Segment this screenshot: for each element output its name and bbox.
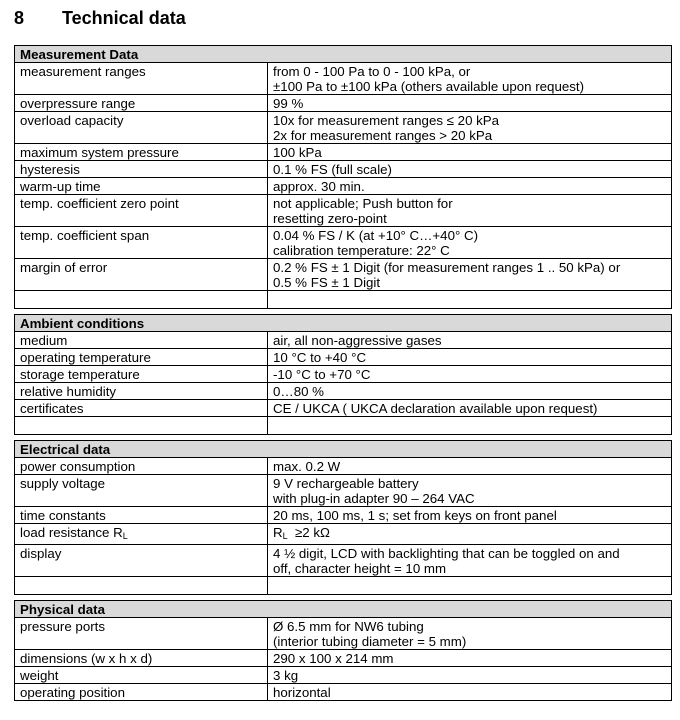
table-row <box>15 178 672 195</box>
param-cell <box>15 650 268 667</box>
value-text: 0.2 % FS ± 1 Digit (for measurement ranges 1 .. 50 kPa) or <box>273 260 621 275</box>
value-text: 99 % <box>273 96 304 111</box>
param-cell <box>15 524 268 545</box>
section-header: Physical data <box>15 601 672 618</box>
section-header-row <box>15 601 672 618</box>
table-row <box>15 259 672 291</box>
value-line <box>273 546 666 561</box>
param-cell <box>15 144 268 161</box>
section-header: Electrical data <box>15 441 672 458</box>
table-row <box>15 349 672 366</box>
value-line <box>273 113 666 128</box>
value-line <box>273 384 666 399</box>
param-cell <box>15 195 268 227</box>
table-row <box>15 400 672 417</box>
value-cell <box>268 144 672 161</box>
technical-data-table <box>14 45 672 701</box>
value-text: air, all non-aggressive gases <box>273 333 442 348</box>
empty-cell <box>15 417 268 435</box>
param-label: operating temperature <box>20 350 151 365</box>
table-row <box>15 161 672 178</box>
value-line <box>273 476 666 491</box>
value-text: horizontal <box>273 685 331 700</box>
param-cell <box>15 259 268 291</box>
param-label: temp. coefficient span <box>20 228 150 243</box>
section-number: 8 <box>14 8 25 28</box>
value-line <box>273 275 666 290</box>
param-cell <box>15 366 268 383</box>
section-header-row <box>15 46 672 63</box>
value-text: Ø 6.5 mm for NW6 tubing <box>273 619 424 634</box>
value-line <box>273 668 666 683</box>
param-cell <box>15 475 268 507</box>
table-row <box>15 618 672 650</box>
param-label: load resistance <box>20 525 110 540</box>
param-cell <box>15 112 268 144</box>
value-cell <box>268 475 672 507</box>
table-row <box>15 684 672 701</box>
param-cell <box>15 95 268 112</box>
value-line <box>273 260 666 275</box>
param-cell <box>15 684 268 701</box>
empty-cell <box>268 417 672 435</box>
value-text: 9 V rechargeable battery <box>273 476 419 491</box>
param-label: temp. coefficient zero point <box>20 196 179 211</box>
value-text: ±100 Pa to ±100 kPa (others available upon request) <box>273 79 585 94</box>
table-row <box>15 545 672 577</box>
value-text: not applicable; Push button for <box>273 196 453 211</box>
value-text: 0.5 % FS ± 1 Digit <box>273 275 381 290</box>
table-row <box>15 144 672 161</box>
value-text: 0.1 % FS (full scale) <box>273 162 392 177</box>
value-line <box>273 651 666 666</box>
param-cell <box>15 178 268 195</box>
param-cell <box>15 507 268 524</box>
param-cell <box>15 400 268 417</box>
param-label: pressure ports <box>20 619 105 634</box>
param-cell <box>15 63 268 95</box>
value-cell <box>268 650 672 667</box>
param-cell <box>15 458 268 475</box>
param-label: overpressure range <box>20 96 136 111</box>
value-line <box>273 211 666 226</box>
table-row <box>15 112 672 144</box>
table-row <box>15 650 672 667</box>
empty-cell <box>15 291 268 309</box>
table-row <box>15 63 672 95</box>
value-line <box>273 79 666 94</box>
value-line <box>273 685 666 700</box>
value-line <box>273 96 666 111</box>
param-label: certificates <box>20 401 84 416</box>
value-text: ≥2 kΩ <box>287 525 330 540</box>
value-cell <box>268 195 672 227</box>
param-cell <box>15 383 268 400</box>
value-text: 100 kPa <box>273 145 322 160</box>
value-line <box>273 634 666 649</box>
param-label: power consumption <box>20 459 136 474</box>
value-cell <box>268 178 672 195</box>
value-text: 0.04 % FS / K (at +10° C…+40° C) <box>273 228 479 243</box>
param-label: time constants <box>20 508 106 523</box>
value-line <box>273 64 666 79</box>
param-label: hysteresis <box>20 162 80 177</box>
value-text: 0…80 % <box>273 384 324 399</box>
value-text: 3 kg <box>273 668 299 683</box>
value-text: (interior tubing diameter = 5 mm) <box>273 634 467 649</box>
section-header: Ambient conditions <box>15 315 672 332</box>
section-header: Measurement Data <box>15 46 672 63</box>
value-text: 10 °C to +40 °C <box>273 350 367 365</box>
value-cell <box>268 507 672 524</box>
value-cell <box>268 161 672 178</box>
section-header-row <box>15 315 672 332</box>
value-text: 10x for measurement ranges ≤ 20 kPa <box>273 113 500 128</box>
value-cell <box>268 400 672 417</box>
param-label: storage temperature <box>20 367 140 382</box>
value-line <box>273 525 666 544</box>
value-text: max. 0.2 W <box>273 459 341 474</box>
param-label: margin of error <box>20 260 108 275</box>
value-line <box>273 228 666 243</box>
table-row <box>15 227 672 259</box>
section-header-row <box>15 441 672 458</box>
blank-row <box>15 417 672 435</box>
table-row <box>15 332 672 349</box>
table-row <box>15 195 672 227</box>
section-heading <box>14 8 186 29</box>
value-text: CE / UKCA ( UKCA declaration available upon request) <box>273 401 598 416</box>
value-cell <box>268 383 672 400</box>
value-line <box>273 401 666 416</box>
table-row <box>15 524 672 545</box>
value-line <box>273 128 666 143</box>
value-subscript: L <box>282 531 288 541</box>
param-label: dimensions (w x h x d) <box>20 651 153 666</box>
table-row <box>15 95 672 112</box>
value-text: 2x for measurement ranges > 20 kPa <box>273 128 493 143</box>
empty-cell <box>268 577 672 595</box>
empty-cell <box>15 577 268 595</box>
param-label: measurement ranges <box>20 64 146 79</box>
value-cell <box>268 545 672 577</box>
value-cell <box>268 259 672 291</box>
value-line <box>273 179 666 194</box>
value-cell <box>268 458 672 475</box>
value-text: 290 x 100 x 214 mm <box>273 651 394 666</box>
value-line <box>273 350 666 365</box>
value-line <box>273 243 666 258</box>
table-row <box>15 475 672 507</box>
value-line <box>273 145 666 160</box>
value-line <box>273 459 666 474</box>
value-cell <box>268 332 672 349</box>
value-text: -10 °C to +70 °C <box>273 367 371 382</box>
param-cell <box>15 618 268 650</box>
param-label: relative humidity <box>20 384 117 399</box>
value-text: 4 ½ digit, LCD with backlighting that can be toggled on and <box>273 546 620 561</box>
param-label: medium <box>20 333 68 348</box>
value-text: calibration temperature: 22° C <box>273 243 450 258</box>
value-cell <box>268 524 672 545</box>
value-cell <box>268 349 672 366</box>
value-line <box>273 561 666 576</box>
value-line <box>273 367 666 382</box>
table-row <box>15 507 672 524</box>
value-cell <box>268 63 672 95</box>
value-cell <box>268 667 672 684</box>
param-subscript: L <box>122 531 128 541</box>
param-cell <box>15 332 268 349</box>
param-cell <box>15 161 268 178</box>
param-label: overload capacity <box>20 113 124 128</box>
value-cell <box>268 618 672 650</box>
value-cell <box>268 95 672 112</box>
empty-cell <box>268 291 672 309</box>
value-cell <box>268 684 672 701</box>
table-row <box>15 366 672 383</box>
value-cell <box>268 366 672 383</box>
param-label: display <box>20 546 62 561</box>
value-line <box>273 333 666 348</box>
param-cell <box>15 349 268 366</box>
value-text: off, character height = 10 mm <box>273 561 447 576</box>
value-cell <box>268 227 672 259</box>
value-text: with plug-in adapter 90 – 264 VAC <box>273 491 475 506</box>
value-text: approx. 30 min. <box>273 179 365 194</box>
blank-row <box>15 577 672 595</box>
param-cell <box>15 545 268 577</box>
value-line <box>273 196 666 211</box>
value-line <box>273 491 666 506</box>
section-title: Technical data <box>62 8 186 28</box>
value-line <box>273 508 666 523</box>
blank-row <box>15 291 672 309</box>
param-cell <box>15 227 268 259</box>
param-label: maximum system pressure <box>20 145 179 160</box>
value-line <box>273 162 666 177</box>
value-text: resetting zero-point <box>273 211 387 226</box>
param-symbol: R <box>113 525 123 540</box>
table-row <box>15 667 672 684</box>
param-label: operating position <box>20 685 125 700</box>
value-line <box>273 619 666 634</box>
value-text: 20 ms, 100 ms, 1 s; set from keys on front panel <box>273 508 557 523</box>
param-label: warm-up time <box>20 179 101 194</box>
table-row <box>15 458 672 475</box>
value-symbol: R <box>273 525 283 540</box>
param-label: weight <box>20 668 59 683</box>
table-row <box>15 383 672 400</box>
value-text: from 0 - 100 Pa to 0 - 100 kPa, or <box>273 64 471 79</box>
param-label: supply voltage <box>20 476 106 491</box>
param-cell <box>15 667 268 684</box>
value-cell <box>268 112 672 144</box>
